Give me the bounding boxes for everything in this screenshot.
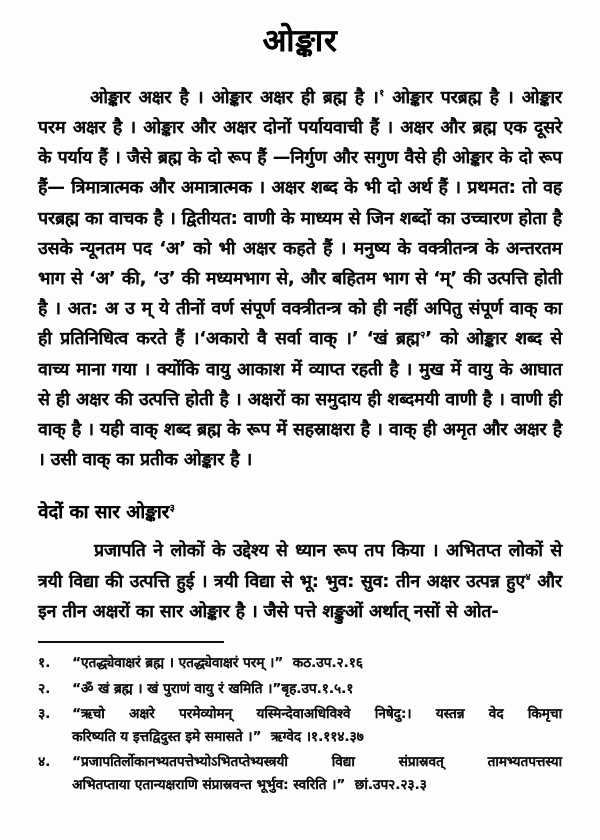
page-content-area <box>38 0 562 840</box>
footnote-quote: “ऋचो अक्षरे परमेव्योमन् यस्मिन्देवाअधिविश्वे निषेदु:। यस्तन्न वेद किमृचा <box>72 706 562 723</box>
footnotes-section <box>38 652 562 796</box>
page-title: ओङ्कार <box>262 23 338 59</box>
paragraph-onkar-definition <box>38 83 562 476</box>
footnote-quote: “प्रजापतिर्लोकानभ्यतपत्तेभ्योऽभितप्तेभ्यस्त्रयी विद्या संप्रास्रवत् तामभ्यतपत्तस्या <box>72 754 562 771</box>
paragraph-1-continued: ओङ्कार परब्रह्म है । ओङ्कार परम अक्षर है । ओङ्कार और अक्षर दोनों पर्यायवाची हैं । अक्षर और ब्रह्म एक दूसरे के पर्याय हैं । जैसे ब्रह्म के दो रूप हैं —निर्गुण और सगुण वैसे ही ओङ्कार के दो रूप हैं— त्रिमात्रात्मक और अमात्रात्मक । अक्षर शब्द के भी दो अर्थ हैं । प्रथमत: तो वह परब्रह्म का वाचक है । द्वितीयत: वाणी के माध्यम से जिन शब्दों का उच्चारण होता है उसके न्यूनतम पद ‘अ’ को भी अक्षर कहते हैं । मनुष्य के वक्त्रीतन्त्र के अन्तरतम भाग से ‘अ’ की, ‘उ’ की मध्यमभाग से, और बहितम भाग से ‘म्’ की उत्पत्ति होती है । अत: अ उ म् ये तीनों वर्ण संपूर्ण वक्त्रीतन्त्र को ही नहीं अपितु संपूर्ण वाक् का ही प्रतिनिधित्व करते हैं ।‘अकारो वै सर्वा वाक् ।’ ‘खं ब्रह्म <box>38 87 562 350</box>
footnote-ref-1[interactable]: १ <box>379 87 385 99</box>
footnote-item <box>38 652 562 675</box>
footnote-ref-2[interactable]: २ <box>420 329 426 341</box>
footnote-item <box>38 678 562 701</box>
footnote-body <box>72 652 562 675</box>
footnote-item <box>38 751 562 796</box>
footnote-source: छां.उप२.२३.३ <box>354 776 427 793</box>
section-subheading <box>38 501 562 525</box>
footnote-body <box>72 751 562 796</box>
paragraph-2-continued: और इन तीन अक्षरों का सार ओङ्कार है । जैसे पत्ते शङ्कुओं अर्थात् नसों से ओत- <box>38 571 562 622</box>
footnote-number: १. <box>38 655 51 672</box>
footnote-quote-line2 <box>72 726 562 749</box>
footnote-quote-continued: अभितप्ताया एतान्यक्षराणि संप्रास्रवन्त भूर्भुव: स्वरिति ।” <box>72 776 346 793</box>
footnote-source: ऋग्वेद ।१.११४.३७ <box>270 728 364 745</box>
paragraph-vedas-essence <box>38 536 562 627</box>
footnote-divider <box>38 641 224 643</box>
footnote-ref-4[interactable]: ४ <box>525 571 531 583</box>
footnote-number: ३. <box>38 706 51 723</box>
footnote-item <box>38 703 562 748</box>
footnote-number: २. <box>38 680 51 697</box>
paragraph-1-continued-2: ’ को ओङ्कार शब्द से वाच्य माना गया । क्योंकि वायु आकाश में व्याप्त रहती है । मुख में वायु के आघात से ही अक्षर की उत्पत्ति होती है । अक्षरों का समुदाय ही शब्दमयी वाणी है । वाणी ही वाक् है । यही वाक् शब्द ब्रह्म के रूप में सहस्राक्षरा है । वाक् ही अमृत और अक्षर है । उसी वाक् का प्रतीक ओङ्कार है । <box>38 329 562 471</box>
footnote-source: बृह.उप.१.५.१ <box>281 680 354 697</box>
footnote-quote: “एतद्ध्येवाक्षरं ब्रह्म । एतद्ध्येवाक्षरं परम् ।” <box>72 655 284 672</box>
paragraph-1-text: ओङ्कार अक्षर है । ओङ्कार अक्षर ही ब्रह्म है । <box>90 87 379 108</box>
footnote-quote-continued: करिष्यति य इत्तद्विदुस्त इमे समासते ।” <box>72 728 262 745</box>
footnote-body <box>72 703 562 748</box>
footnote-source: कठ.उप.२.१६ <box>292 655 363 672</box>
footnote-ref-3[interactable]: ३ <box>169 503 175 515</box>
paragraph-2-text: प्रजापति ने लोकों के उद्देश्य से ध्यान रूप तप किया । अभितप्त लोकों से त्रयी विद्या की उत्पत्ति हुई । त्रयी विद्या से भू: भुव: सुव: तीन अक्षर उत्पन्न हुए <box>38 541 562 592</box>
footnote-quote-line2 <box>72 774 562 797</box>
subheading-text: वेदों का सार ओङ्कार <box>38 502 170 524</box>
footnote-quote: “ॐ खं ब्रह्म । खं पुराणं वायु रं खमिति ।” <box>72 680 282 697</box>
footnote-number: ४. <box>38 754 51 771</box>
footnote-body <box>72 678 562 701</box>
